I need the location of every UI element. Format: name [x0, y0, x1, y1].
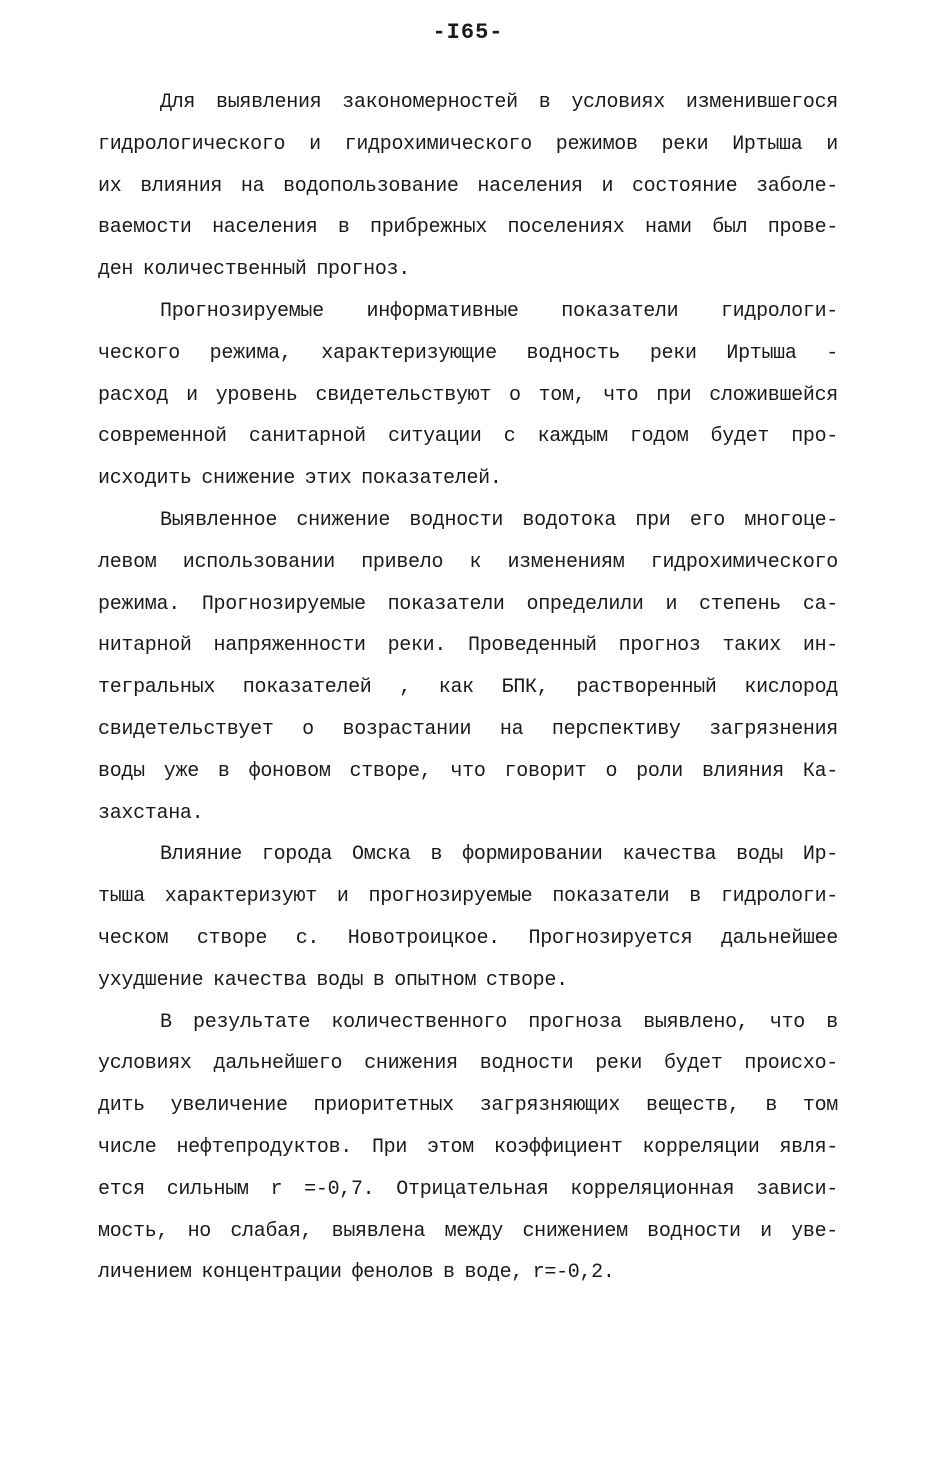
paragraph-3-line: свидетельствует о возрастании на перспективу загрязнения	[98, 717, 838, 741]
paragraph-3-line: левом использовании привело к изменениям гидрохимического	[98, 550, 838, 574]
paragraph-4-line: тыша характеризуют и прогнозируемые показатели в гидрологи-	[98, 885, 838, 909]
paragraph-4-line: ческом створе с. Новотроицкое. Прогнозируется дальнейшее	[98, 926, 838, 950]
paragraph-2-line: ческого режима, характеризующие водность реки Иртыша -	[98, 341, 838, 365]
paragraph-3-line: тегральных показателей , как БПК, растворенный кислород	[98, 676, 838, 700]
paragraph-2-line: Прогнозируемые информативные показатели гидрологи-	[160, 299, 838, 323]
paragraph-1-line: гидрологического и гидрохимического режимов реки Иртыша и	[98, 132, 838, 156]
page-number: -I65-	[432, 20, 504, 45]
paragraph-5-line: ется сильным r =-0,7. Отрицательная корреляционная зависи-	[98, 1177, 838, 1201]
paragraph-5-line: В результате количественного прогноза выявлено, что в	[160, 1010, 838, 1034]
paragraph-1-line: ден количественный прогноз.	[98, 258, 410, 282]
paragraph-4-line: Влияние города Омска в формировании качества воды Ир-	[160, 843, 838, 867]
paragraph-5-line: мость, но слабая, выявлена между снижением водности и уве-	[98, 1219, 838, 1243]
paragraph-5-line: условиях дальнейшего снижения водности реки будет происхо-	[98, 1052, 838, 1076]
paragraph-3-line: Выявленное снижение водности водотока при его многоце-	[160, 508, 838, 532]
paragraph-2-line: расход и уровень свидетельствуют о том, что при сложившейся	[98, 383, 838, 407]
paragraph-1-line: ваемости населения в прибрежных поселениях нами был прове-	[98, 216, 838, 240]
paragraph-2-line: исходить снижение этих показателей.	[98, 467, 502, 491]
paragraph-5-line: дить увеличение приоритетных загрязняющих веществ, в том	[98, 1094, 838, 1118]
paragraph-5-line: числе нефтепродуктов. При этом коэффициент корреляции явля-	[98, 1135, 838, 1159]
body-text	[98, 88, 838, 1300]
paragraph-1-line: их влияния на водопользование населения и состояние заболе-	[98, 174, 838, 198]
paragraph-5-line: личением концентрации фенолов в воде, r=-0,2.	[98, 1261, 615, 1285]
paragraph-3-line: воды уже в фоновом створе, что говорит о роли влияния Ка-	[98, 759, 838, 783]
paragraph-3-line: нитарной напряженности реки. Проведенный прогноз таких ин-	[98, 634, 838, 658]
paragraph-3-line: режима. Прогнозируемые показатели определили и степень са-	[98, 592, 838, 616]
paragraph-1-line: Для выявления закономерностей в условиях изменившегося	[160, 91, 838, 114]
paragraph-2-line: современной санитарной ситуации с каждым годом будет про-	[98, 425, 838, 449]
paragraph-3-line: захстана.	[98, 801, 204, 825]
paragraph-4-line: ухудшение качества воды в опытном створе.	[98, 968, 568, 992]
